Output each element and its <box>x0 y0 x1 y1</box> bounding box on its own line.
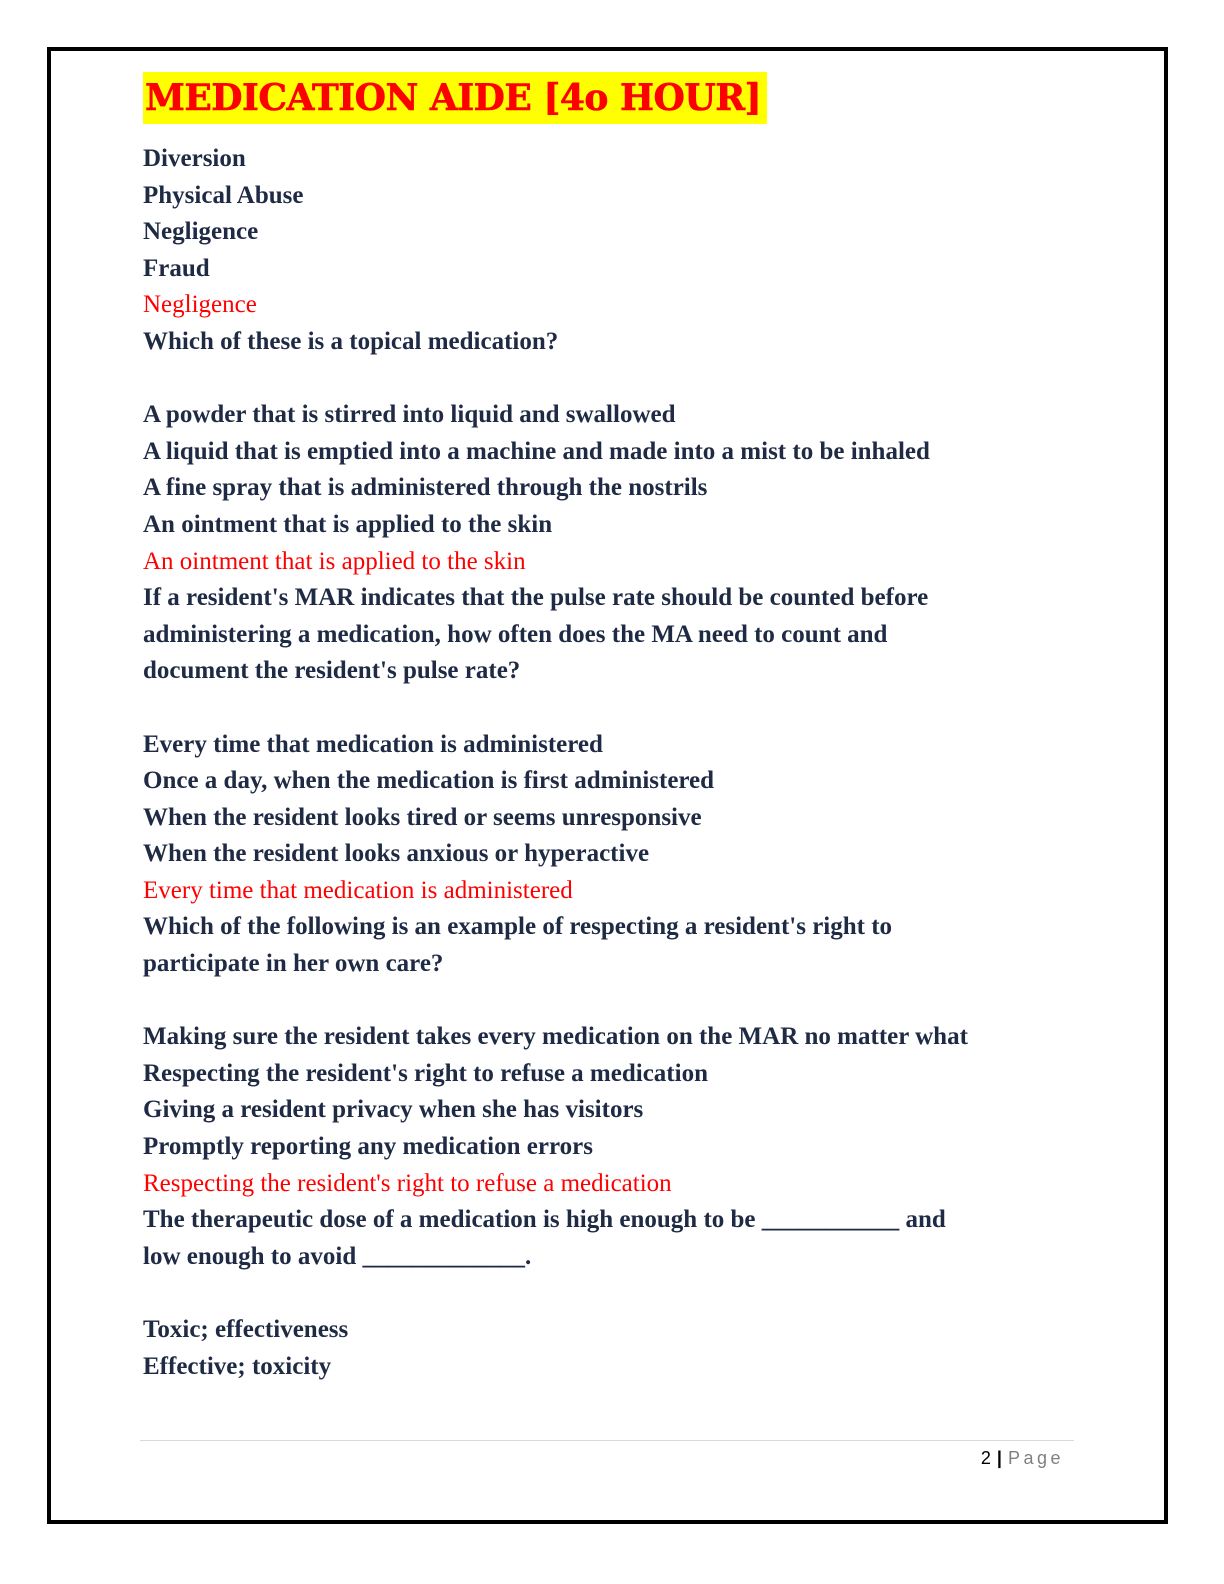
answer-text: Negligence <box>143 291 257 319</box>
page-number: 2 <box>980 1448 991 1468</box>
footer-divider <box>140 1440 1074 1441</box>
option-text: A liquid that is emptied into a machine and made into a mist to be inhaled <box>143 437 930 465</box>
blank-line <box>143 361 1083 398</box>
option-text: A fine spray that is administered through the nostrils <box>143 474 708 502</box>
answer-text: Every time that medication is administered <box>143 876 573 904</box>
blank-line <box>143 983 1083 1020</box>
answer-text: Respecting the resident's right to refuse a medication <box>143 1169 672 1197</box>
option-text: Respecting the resident's right to refuse a medication <box>143 1059 708 1087</box>
document-body <box>143 72 1083 1385</box>
option-text: When the resident looks tired or seems unresponsive <box>143 803 702 831</box>
option-text: Negligence <box>143 218 259 246</box>
option-text: Every time that medication is administered <box>143 730 603 758</box>
option-text: Physical Abuse <box>143 181 304 209</box>
question-text: The therapeutic dose of a medication is high enough to be ___________ and <box>143 1206 946 1234</box>
question-text: Which of these is a topical medication? <box>143 327 559 355</box>
option-text: Effective; toxicity <box>143 1352 332 1380</box>
question-text: participate in her own care? <box>143 950 444 978</box>
footer-separator: | <box>996 1448 1002 1468</box>
page-footer <box>981 1446 1064 1470</box>
blank-line <box>143 690 1083 727</box>
question-list <box>143 141 1083 1385</box>
option-text: Toxic; effectiveness <box>143 1316 349 1343</box>
option-text: Fraud <box>143 254 210 282</box>
option-text: When the resident looks anxious or hyperactive <box>143 840 650 868</box>
option-text: Once a day, when the medication is first administered <box>143 767 715 795</box>
page-label: Page <box>1007 1448 1064 1468</box>
answer-text: An ointment that is applied to the skin <box>143 547 526 575</box>
option-text: A powder that is stirred into liquid and swallowed <box>143 401 676 429</box>
document-title: MEDICATION AIDE [4o HOUR] <box>143 72 767 124</box>
option-text: Giving a resident privacy when she has visitors <box>143 1096 644 1124</box>
question-text: low enough to avoid _____________. <box>143 1242 532 1270</box>
question-text: administering a medication, how often does the MA need to count and <box>143 620 888 648</box>
option-text: Promptly reporting any medication errors <box>143 1133 593 1161</box>
option-text: Making sure the resident takes every medication on the MAR no matter what <box>143 1023 968 1051</box>
question-text: Which of the following is an example of respecting a resident's right to <box>143 913 893 941</box>
option-text: An ointment that is applied to the skin <box>143 510 553 538</box>
question-text: document the resident's pulse rate? <box>143 657 521 685</box>
question-text: If a resident's MAR indicates that the pulse rate should be counted before <box>143 584 929 612</box>
option-text: Diversion <box>143 145 246 172</box>
blank-line <box>143 1275 1083 1312</box>
